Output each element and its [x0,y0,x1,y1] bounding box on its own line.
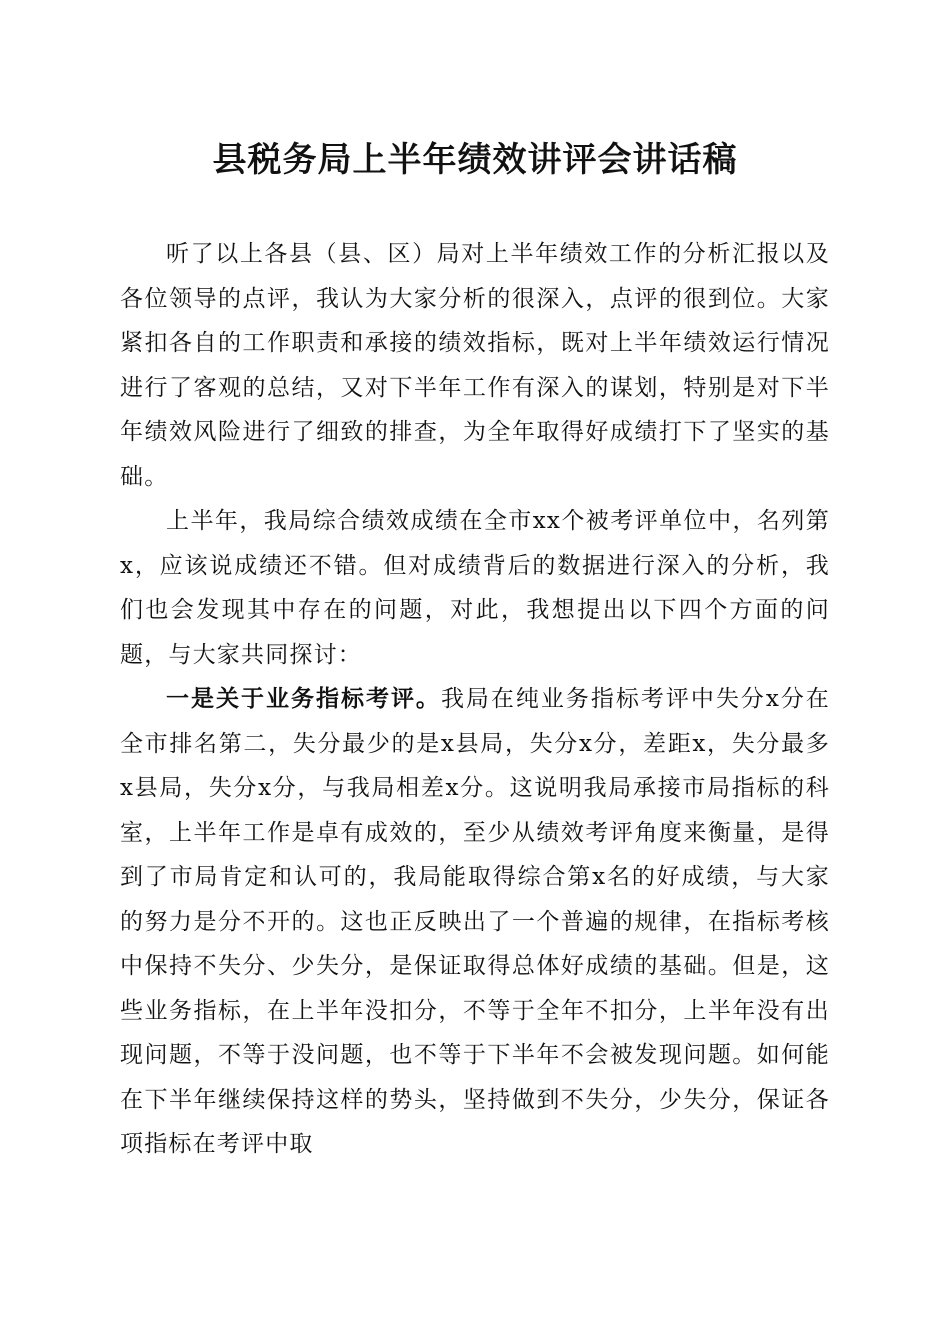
paragraph-business-indicators [120,677,830,1167]
paragraph-ranking [120,499,830,677]
page-title: 县税务局上半年绩效讲评会讲话稿 [212,140,738,180]
paragraph-lead: 一是关于业务指标考评。 [166,685,441,712]
paragraph-text: 听了以上各县（县、区）局对上半年绩效工作的分析汇报以及各位领导的点评，我认为大家分析的很深入，点评的很到位。大家紧扣各自的工作职责和承接的绩效指标，既对上半年绩效运行情况进行了客观的总结，又对下半年工作有深入的谋划，特别是对下半年绩效风险进行了细致的排查，为全年取得好成绩打下了坚实的基础。 [120,241,830,490]
paragraph-intro [120,232,830,499]
paragraph-text: 我局在纯业务指标考评中失分x分在全市排名第二，失分最少的是x县局，失分x分，差距x，失分最多x县局，失分x分，与我局相差x分。这说明我局承接市局指标的科室，上半年工作是卓有成效的，至少从绩效考评角度来衡量，是得到了市局肯定和认可的，我局能取得综合第x名的好成绩，与大家的努力是分不开的。这也正反映出了一个普遍的规律，在指标考核中保持不失分、少失分，是保证取得总体好成绩的基础。但是，这些业务指标，在上半年没扣分，不等于全年不扣分，上半年没有出现问题，不等于没问题，也不等于下半年不会被发现问题。如何能在下半年继续保持这样的势头，坚持做到不失分，少失分，保证各项指标在考评中取 [120,686,831,1157]
paragraph-text: 上半年，我局综合绩效成绩在全市xx个被考评单位中，名列第x，应该说成绩还不错。但对成绩背后的数据进行深入的分析，我们也会发现其中存在的问题，对此，我想提出以下四个方面的问题，与大家共同探讨： [120,508,830,668]
document-body [120,232,830,1167]
